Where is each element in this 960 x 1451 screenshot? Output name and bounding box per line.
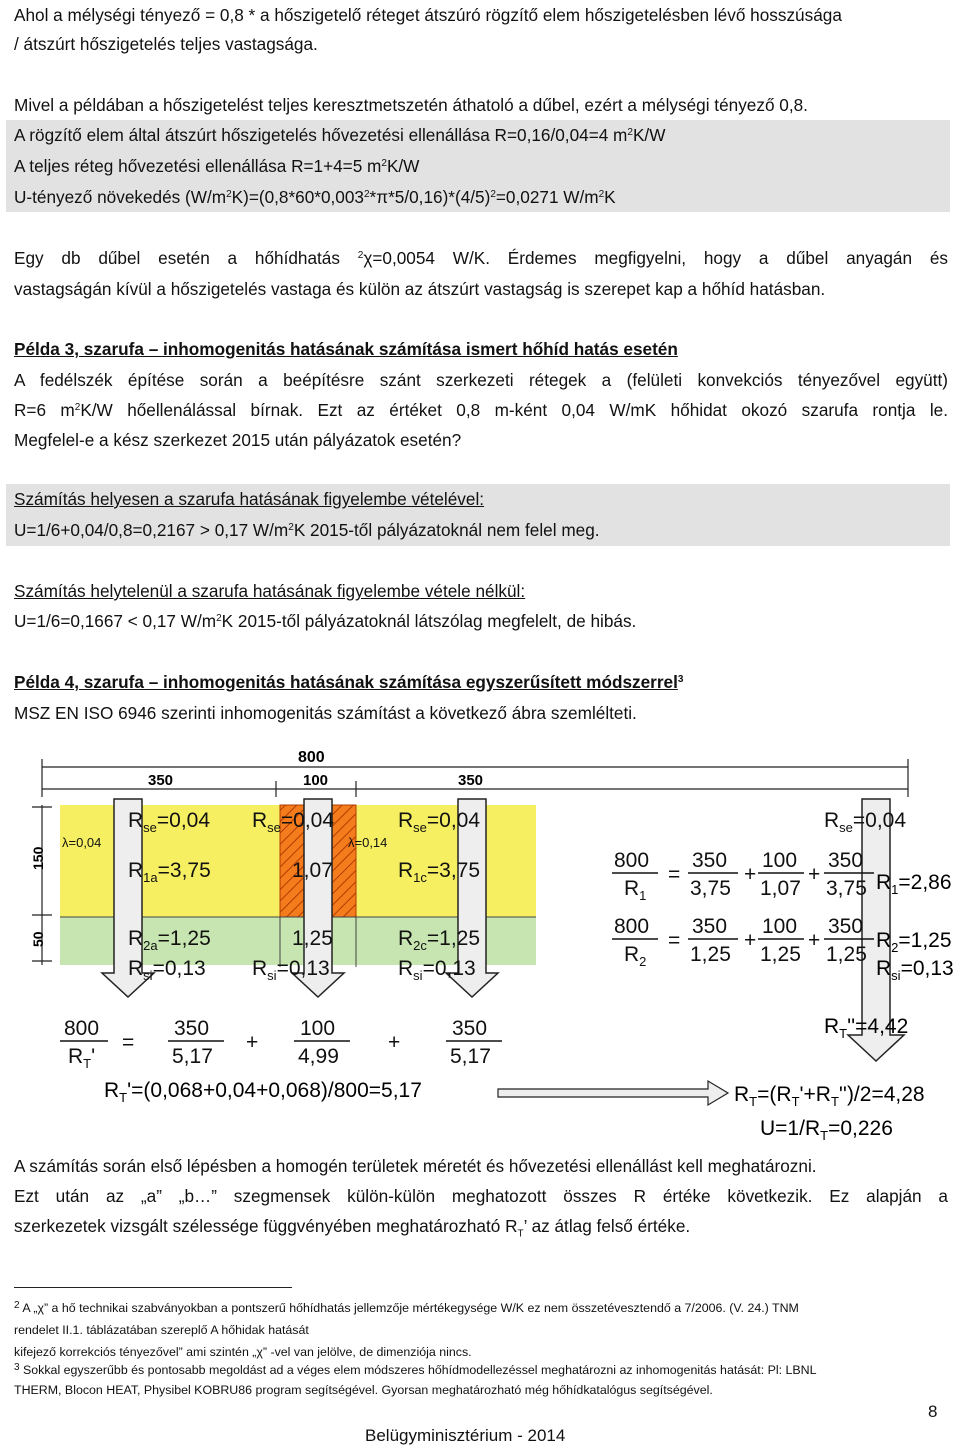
- pelda3-line-3: Megfelel-e a kész szerkezet 2015 után pályázatok esetén?: [14, 430, 462, 450]
- rsi-a: $R_{si}=0,13$: [128, 957, 206, 983]
- footnote-2-line-1: $^2$ A „χ” a hő technikai szabványokban a pontszerű hőhídhatás jellemzője mértékegysége W/K ez nem összetévesztendő a 7/2006. (V. 24.) TNM: [14, 1300, 799, 1315]
- intro-line-2: / átszúrt hőszigetelés teljes vastagsága.: [14, 34, 318, 54]
- footnote-separator: [14, 1287, 292, 1288]
- rse-b: $R_{se}=0,04$: [252, 809, 335, 835]
- dim-350-right: 350: [458, 772, 484, 789]
- svg-text:+: +: [744, 929, 757, 952]
- explain-line-1: A számítás során első lépésben a homogén területek méretét és hővezetési ellenállást kell meghatározni.: [14, 1156, 817, 1176]
- svg-text:RT': $R_T'$: [68, 1045, 96, 1071]
- svg-text:3,75: 3,75: [826, 877, 867, 900]
- helyes-line: U=1/6+0,04/0,8=0,2167 > 0,17 $W/m^2K$ 2015-től pályázatoknál nem felel meg.: [14, 520, 600, 540]
- svg-text:=: =: [122, 1031, 135, 1054]
- svg-text:4,99: 4,99: [298, 1045, 339, 1068]
- svg-text:350: 350: [692, 849, 728, 872]
- dim-800: 800: [298, 749, 325, 766]
- footnote-2-line-2: rendelet II.1. táblázatában szereplő A hőhidak hatását: [14, 1323, 309, 1337]
- rse-c: $R_{se}=0,04$: [398, 809, 481, 835]
- svg-text:5,17: 5,17: [450, 1045, 491, 1068]
- rsi-c: $R_{si}=0,13$: [398, 957, 476, 983]
- footnote-3-line-2: THERM, Blocon HEAT, Physibel KOBRU86 program segítségével. Gyorsan meghatározható még hőhídkatalógus segítségével.: [14, 1383, 713, 1397]
- svg-text:=: =: [668, 929, 681, 952]
- svg-text:1,25: 1,25: [826, 943, 867, 966]
- rt-double-prime: $R_T''=4,42$: [824, 1015, 909, 1041]
- svg-text:100: 100: [762, 915, 798, 938]
- svg-text:+: +: [808, 929, 821, 952]
- svg-text:+: +: [246, 1031, 259, 1054]
- intro-line-3: Mivel a példában a hőszigetelést teljes keresztmetszetén áthatoló a dűbel, ezért a mélységi tényező 0,8.: [14, 95, 808, 115]
- calc-line-3: U-tényező növekedés $(W/m^2K)=(0,8*60*0,003^2*\pi*5/0,16)*(4/5)^2=0,0271$ $W/m^2K$: [14, 187, 616, 207]
- fraction-row-3: [60, 1017, 502, 1071]
- rt-prime-formula: $R_T'=(0,068+0,04+0,068)/800=5,17$: [104, 1079, 422, 1105]
- rsi-result: $R_{si}=0,13$: [876, 957, 954, 983]
- calc-line-2: A teljes réteg hővezetési ellenállása R=1+4=5 $m^2K/W$: [14, 156, 420, 176]
- r1a: $R_{1a}=3,75$: [128, 859, 211, 885]
- dim-150: 150: [30, 846, 46, 870]
- svg-text:800: 800: [614, 915, 650, 938]
- intro-line-1: Ahol a mélységi tényező = 0,8 * a hőszigetelő réteget átszúró rögzítő elem hőszigetelésben lévő hosszúsága: [14, 5, 842, 25]
- page-number: 8: [928, 1402, 938, 1421]
- pelda3-line-1: A fedélszék építése során a beépítésre szánt szerkezeti rétegek a (felületi konvekciós tényezővel együtt): [14, 370, 948, 390]
- calc-line-1: A rögzítő elem által átszúrt hőszigetelés hővezetési ellenállása R=0,16/0,04=4 $m^2K/W$: [14, 125, 666, 145]
- svg-text:800: 800: [64, 1017, 100, 1040]
- footnote-2-line-3: kifejező korrekciós tényezővel” ami szintén „χ” -vel van jelölve, de dimenziója nincs.: [14, 1345, 472, 1359]
- svg-text:350: 350: [452, 1017, 488, 1040]
- helytelen-line: U=1/6=0,1667 < 0,17 $W/m^2K$ 2015-től pályázatoknál látszólag megfelelt, de hibás.: [14, 611, 637, 631]
- svg-text:+: +: [808, 863, 821, 886]
- r1-result: $R_1=2,86$: [876, 871, 952, 897]
- svg-text:800: 800: [614, 849, 650, 872]
- dim-100: 100: [303, 772, 329, 789]
- pelda3-line-2: R=6 $m^2K/W$ hőellenálással bírnak. Ezt az értéket 0,8 m-ként 0,04 W/mK hőhidat okozó szarufa rontja le.: [14, 400, 948, 420]
- svg-text:5,17: 5,17: [172, 1045, 213, 1068]
- svg-text:1,07: 1,07: [760, 877, 801, 900]
- svg-text:1,25: 1,25: [760, 943, 801, 966]
- footnote-3-line-1: $^3$ Sokkal egyszerűbb és pontosabb megoldást ad a véges elem módszeres hőhídmodellezéssel meghatározni az inhomogenitás hatását: Pl: LBNL: [14, 1362, 817, 1377]
- r1c: $R_{1c}=3,75$: [398, 859, 481, 885]
- r2-result: $R_2=1,25$: [876, 929, 952, 955]
- svg-text:100: 100: [762, 849, 798, 872]
- svg-text:+: +: [388, 1031, 401, 1054]
- lambda-insulation: λ=0,04: [62, 835, 102, 850]
- fraction-row-2: [612, 915, 874, 969]
- svg-text:R1: $R_1$: [624, 877, 647, 903]
- dubel-line-2: vastagságán kívül a hőszigetelés vastaga és külön az átszúrt vastagság is szerepet kap a hőhíd hatásban.: [14, 279, 826, 299]
- rse-d: $R_{se}=0,04$: [824, 809, 907, 835]
- rse-a: $R_{se}=0,04$: [128, 809, 211, 835]
- inhomogeneity-figure: [28, 745, 954, 1145]
- r1b: 1,07: [292, 859, 333, 882]
- r2b: 1,25: [292, 927, 333, 950]
- svg-text:3,75: 3,75: [690, 877, 731, 900]
- r2a: $R_{2a}=1,25$: [128, 927, 211, 953]
- svg-text:100: 100: [300, 1017, 336, 1040]
- svg-text:350: 350: [828, 915, 864, 938]
- r2c: $R_{2c}=1,25$: [398, 927, 481, 953]
- fraction-row-1: [612, 849, 874, 903]
- dim-350-left: 350: [148, 772, 174, 789]
- svg-text:=: =: [668, 863, 681, 886]
- dubel-line-1: Egy db dűbel esetén a hőhídhatás $^2$χ=0,0054 W/K. Érdemes megfigyelni, hogy a dűbel anyagán és: [14, 248, 948, 268]
- explain-line-3: szerkezetek vizsgált szélessége függvényében meghatározható $R_T$’ az átlag felső értéke.: [14, 1216, 691, 1240]
- explain-line-2: Ezt után az „a” „b…” szegmensek külön-külön meghatozott összes R értéke következik. Ez alapján a: [14, 1186, 948, 1206]
- svg-text:R2: $R_2$: [624, 943, 647, 969]
- svg-text:350: 350: [828, 849, 864, 872]
- lambda-rafter: λ=0,14: [348, 835, 388, 850]
- svg-text:350: 350: [692, 915, 728, 938]
- svg-text:350: 350: [174, 1017, 210, 1040]
- svg-text:1,25: 1,25: [690, 943, 731, 966]
- footer-publisher: Belügyminisztérium - 2014: [365, 1426, 566, 1445]
- u-result: $U=1/R_T=0,226$: [760, 1117, 893, 1143]
- helytelen-title: Számítás helytelenül a szarufa hatásának figyelembe vétele nélkül:: [14, 581, 526, 601]
- helyes-title: Számítás helyesen a szarufa hatásának figyelembe vételével:: [14, 489, 485, 509]
- dim-50: 50: [30, 931, 46, 947]
- pelda4-line-1: MSZ EN ISO 6946 szerinti inhomogenitás számítást a következő ábra szemlélteti.: [14, 703, 637, 723]
- result-arrow: [498, 1081, 728, 1105]
- pelda4-title: Példa 4, szarufa – inhomogenitás hatásának számítása egyszerűsített módszerrel$^3$: [14, 672, 684, 692]
- rsi-b: $R_{si}=0,13$: [252, 957, 330, 983]
- rt-average: $R_T=(R_T'+R_T'')/2=4,28$: [734, 1083, 925, 1109]
- svg-text:+: +: [744, 863, 757, 886]
- pelda3-title: Példa 3, szarufa – inhomogenitás hatásának számítása ismert hőhíd hatás esetén: [14, 339, 678, 359]
